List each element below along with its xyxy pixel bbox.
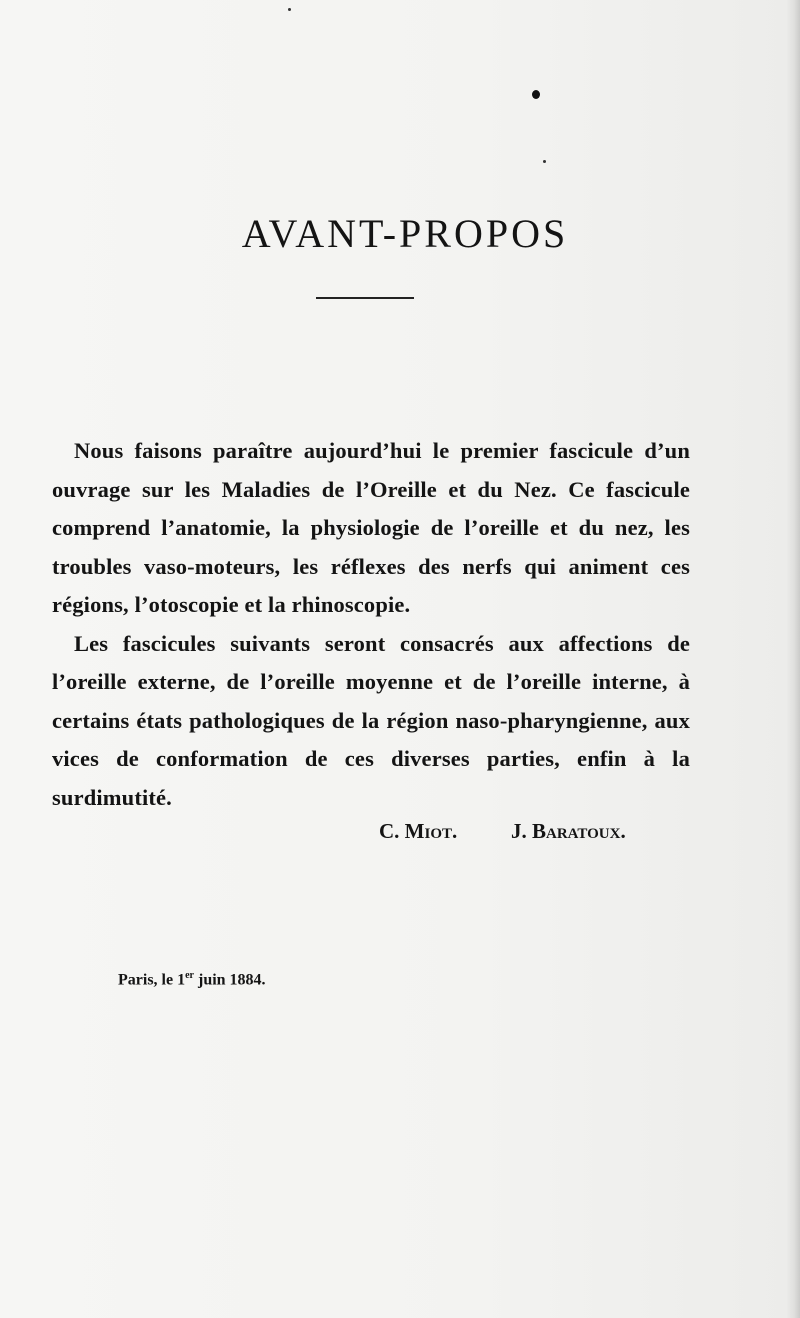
- preface-body: [52, 432, 690, 817]
- ink-speck: [288, 8, 291, 11]
- page-edge-shadow: [786, 0, 800, 1318]
- page-title: AVANT-PROPOS: [241, 210, 569, 256]
- ink-speck: [543, 160, 546, 163]
- paragraph-1: Nous faisons paraître aujourd’hui le premier fascicule d’un ouvrage sur les Maladies de l’Oreille et du Nez. Ce fascicule comprend l’anatomie, la physiologie de l’oreille et du nez, les troubles vaso-moteurs, les réflexes des nerfs qui animent ces régions, l’otoscopie et la rhinoscopie.: [52, 438, 690, 617]
- signature-miot: C. Miot.: [379, 819, 458, 843]
- date-line: Paris, le 1er juin 1884.: [118, 970, 266, 989]
- title-divider: [316, 297, 414, 299]
- ink-blot: [532, 90, 540, 99]
- signature-baratoux: J. Baratoux.: [511, 819, 626, 843]
- paragraph-2: Les fascicules suivants seront consacrés aux affections de l’oreille externe, de l’oreille moyenne et de l’oreille interne, à certains états pathologiques de la région naso-pharyngienne, aux vices de conformation de ces diverses parties, enfin à la surdimutité.: [52, 630, 690, 810]
